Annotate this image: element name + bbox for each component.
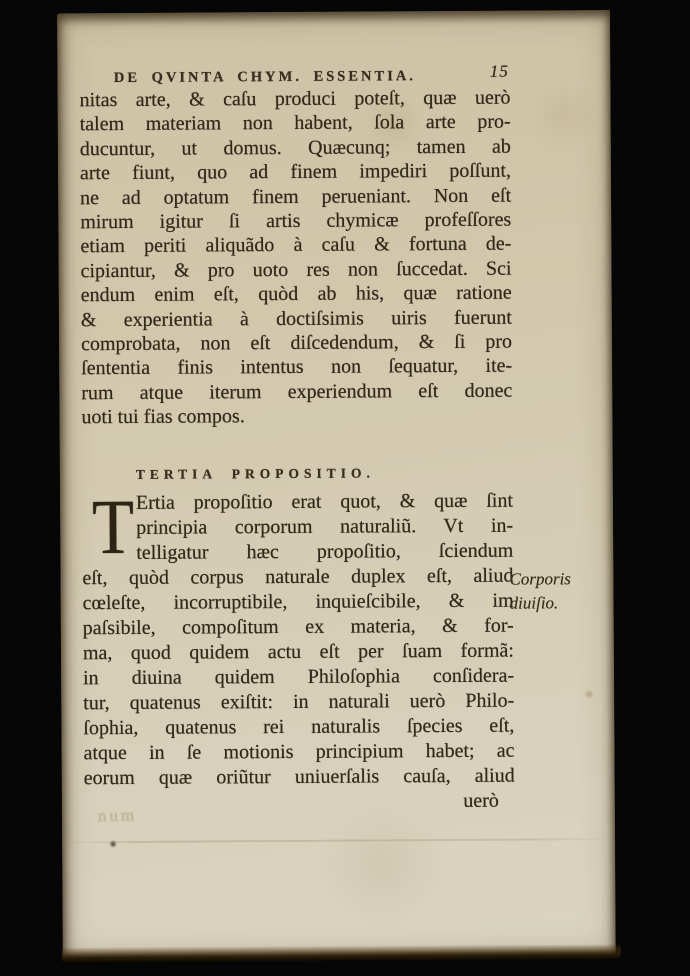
catchword: uerò (463, 790, 499, 813)
text-line: eſt, quòd corpus naturale duplex eſt, aliud (82, 565, 514, 590)
text-line: uoti tui fias compos. (81, 405, 245, 429)
text-line: & experientia à doctiſsimis uiris fuerunt (80, 306, 512, 331)
text-line: ſophia, quatenus rei naturalis ſpecies eſt, (83, 715, 515, 740)
text-line: talem materiam non habent, ſola arte pro- (79, 110, 511, 136)
paragraph-tertia-propositio (82, 483, 515, 792)
text-line: ne ad optatum finem perueniant. Non eſt (80, 184, 512, 209)
text-line: ma, quod quidem actu eſt per ſuam formã: (82, 640, 514, 665)
drop-cap-indented-lines (82, 483, 514, 571)
header-title: DE QVINTA CHYM. ESSENTIA. (113, 68, 416, 87)
section-heading-text: TERTIA PROPOSITIO. (135, 465, 375, 483)
text-line: comprobata, non eſt diſcedendum, & ſi pro (80, 330, 513, 356)
text-line: etiam periti aliquãdo à caſu & fortuna de- (80, 232, 512, 258)
text-line: Ertia propoſitio erat quot, & quæ ſint (135, 490, 514, 515)
text-line: diuiſio. (509, 592, 559, 613)
text-line: eorum quæ oriũtur uniuerſalis cauſa, aliud (83, 765, 515, 790)
text-line: in diuina quidem Philoſophia conſidera- (83, 665, 515, 690)
text-line: nitas arte, & caſu produci poteſt, quæ uerò (79, 86, 511, 112)
section-heading (82, 461, 513, 484)
text-line: atque in ſe motionis principium habet; ac (83, 740, 515, 765)
catchword-line (84, 789, 515, 817)
page-number: 15 (489, 61, 509, 81)
margin-note (509, 567, 611, 615)
text-column (79, 11, 515, 817)
text-line: ducuntur, ut domus. Quæcunq; tamen ab (79, 135, 511, 161)
text-line: cipiantur, & pro uoto res non ſuccedat. Sci (80, 257, 512, 282)
text-line: tur, quatenus exiſtit: in naturali uerò Philo- (83, 690, 515, 715)
text-line: arte fiunt, quo ad finem impediri poſſunt, (79, 159, 512, 185)
ghost-bleedthrough-text: num (97, 805, 138, 826)
book-page (57, 10, 616, 960)
text-line: telligatur hæc propoſitio, ſciendum (136, 540, 514, 565)
text-line: ſententia finis intentus non ſequatur, ite- (81, 354, 513, 380)
paragraph-continuation (79, 86, 512, 430)
running-header (79, 63, 510, 86)
text-line: Corporis (509, 569, 571, 589)
text-line: mirum igitur ſi artis chymicæ profeſſores (80, 208, 512, 234)
text-line: endum enim eſt, quòd ab his, quæ ratione (80, 281, 512, 307)
text-line: rum atque iterum experiendum eſt donec (81, 379, 513, 404)
text-line: paſsibile, compoſitum ex materia, & for- (82, 615, 514, 640)
paragraph-full-lines (82, 564, 514, 792)
text-line: cœleſte, incorruptibile, inquieſcibile, & im (82, 590, 514, 615)
drop-cap: T (91, 483, 135, 571)
text-line: principia corporum naturaliũ. Vt in- (136, 515, 514, 540)
paper-crease (62, 838, 615, 843)
